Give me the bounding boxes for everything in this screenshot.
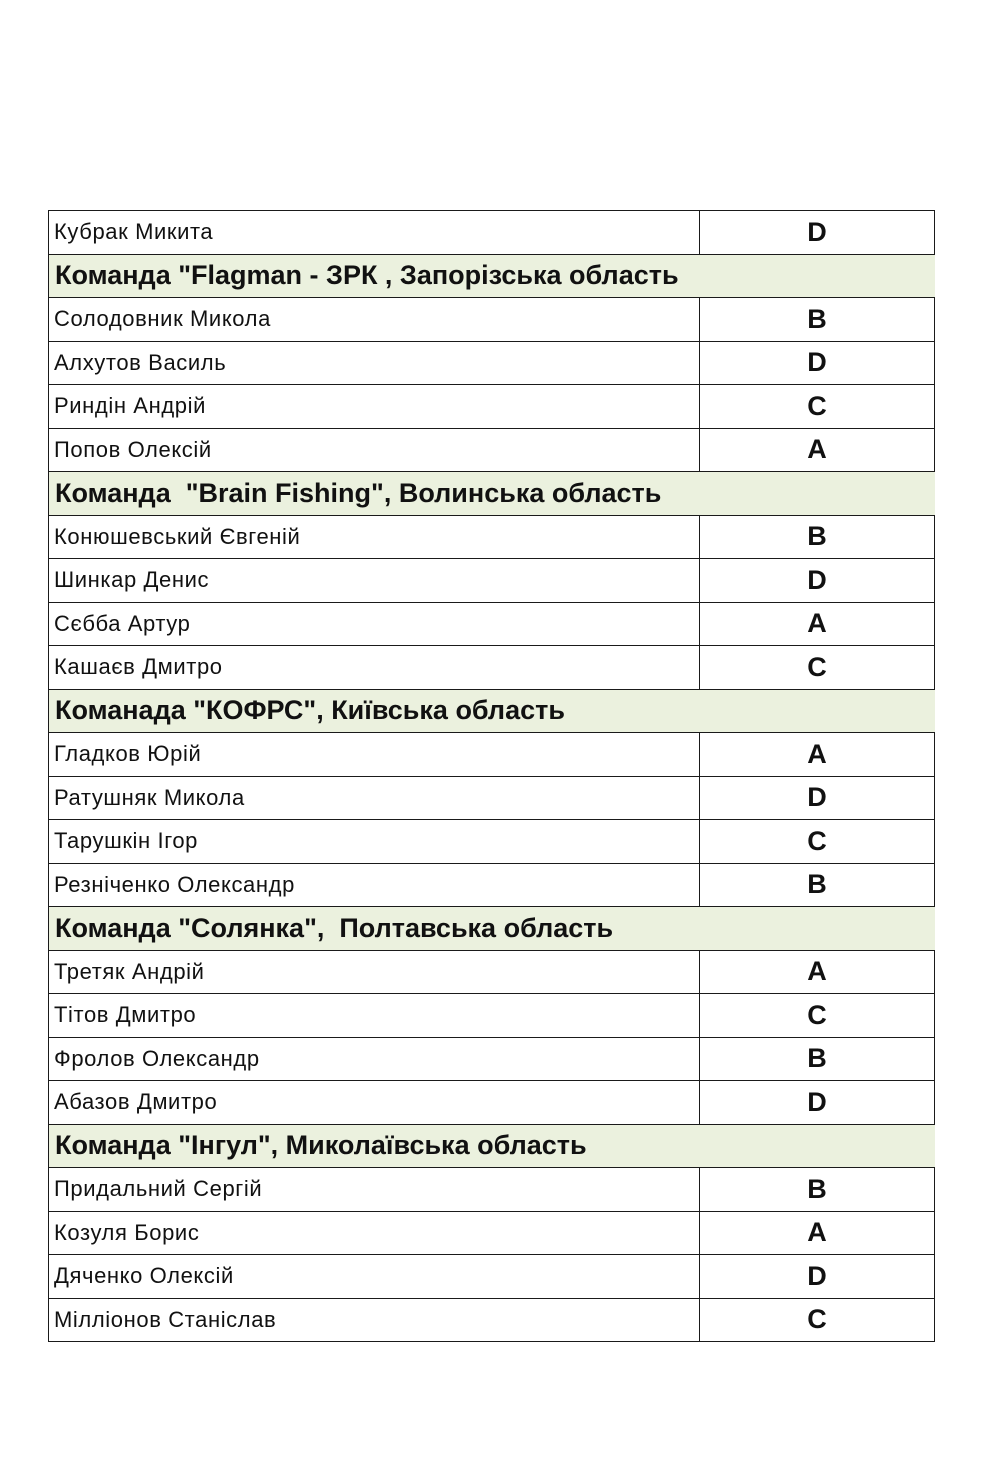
team-title: Команда "Flagman - ЗРК , Запорізська область: [49, 254, 935, 298]
player-group: C: [700, 646, 935, 690]
player-group: A: [700, 1211, 935, 1255]
team-header-row: [49, 472, 935, 516]
player-group: D: [700, 341, 935, 385]
team-header-row: [49, 254, 935, 298]
team-title: Команда "Brain Fishing", Волинська область: [49, 472, 935, 516]
player-name: Алхутов Василь: [49, 341, 700, 385]
player-name: Мілліонов Станіслав: [49, 1298, 700, 1342]
team-roster-table: [48, 210, 935, 1342]
player-name: Конюшевський Євгеній: [49, 515, 700, 559]
player-name: Придальний Сергій: [49, 1168, 700, 1212]
player-group: A: [700, 428, 935, 472]
player-name: Третяк Андрій: [49, 950, 700, 994]
team-title: Команда "Інгул", Миколаївська область: [49, 1124, 935, 1168]
player-group: A: [700, 950, 935, 994]
player-group: D: [700, 1255, 935, 1299]
player-row: [49, 211, 935, 255]
player-name: Тітов Дмитро: [49, 994, 700, 1038]
player-name: Ратушняк Микола: [49, 776, 700, 820]
player-row: [49, 602, 935, 646]
player-name: Шинкар Денис: [49, 559, 700, 603]
player-group: C: [700, 1298, 935, 1342]
player-group: B: [700, 298, 935, 342]
player-row: [49, 559, 935, 603]
player-name: Абазов Дмитро: [49, 1081, 700, 1125]
player-group: B: [700, 1037, 935, 1081]
player-group: A: [700, 733, 935, 777]
player-group: C: [700, 820, 935, 864]
player-name: Дяченко Олексій: [49, 1255, 700, 1299]
player-row: [49, 776, 935, 820]
player-name: Кашаєв Дмитро: [49, 646, 700, 690]
player-name: Риндін Андрій: [49, 385, 700, 429]
team-header-row: [49, 907, 935, 951]
player-name: Фролов Олександр: [49, 1037, 700, 1081]
player-row: [49, 820, 935, 864]
player-row: [49, 515, 935, 559]
player-row: [49, 1298, 935, 1342]
team-header-row: [49, 689, 935, 733]
player-row: [49, 733, 935, 777]
player-name: Солодовник Микола: [49, 298, 700, 342]
player-group: C: [700, 385, 935, 429]
roster-body: [49, 211, 935, 1342]
player-row: [49, 341, 935, 385]
player-name: Козуля Борис: [49, 1211, 700, 1255]
player-row: [49, 646, 935, 690]
player-group: D: [700, 776, 935, 820]
team-title: Команда "Солянка", Полтавська область: [49, 907, 935, 951]
player-name: Гладков Юрій: [49, 733, 700, 777]
player-group: B: [700, 1168, 935, 1212]
player-row: [49, 1211, 935, 1255]
player-group: D: [700, 1081, 935, 1125]
player-name: Резніченко Олександр: [49, 863, 700, 907]
player-group: D: [700, 559, 935, 603]
team-header-row: [49, 1124, 935, 1168]
player-row: [49, 298, 935, 342]
player-row: [49, 1168, 935, 1212]
player-name: Попов Олексій: [49, 428, 700, 472]
player-row: [49, 950, 935, 994]
player-row: [49, 1255, 935, 1299]
player-row: [49, 385, 935, 429]
player-name: Кубрак Микита: [49, 211, 700, 255]
team-title: Команада "КОФРС", Київська область: [49, 689, 935, 733]
player-name: Тарушкін Ігор: [49, 820, 700, 864]
player-row: [49, 428, 935, 472]
player-group: A: [700, 602, 935, 646]
player-group: C: [700, 994, 935, 1038]
player-row: [49, 994, 935, 1038]
player-row: [49, 863, 935, 907]
player-row: [49, 1081, 935, 1125]
player-group: B: [700, 863, 935, 907]
player-group: D: [700, 211, 935, 255]
player-name: Сєбба Артур: [49, 602, 700, 646]
player-group: B: [700, 515, 935, 559]
player-row: [49, 1037, 935, 1081]
